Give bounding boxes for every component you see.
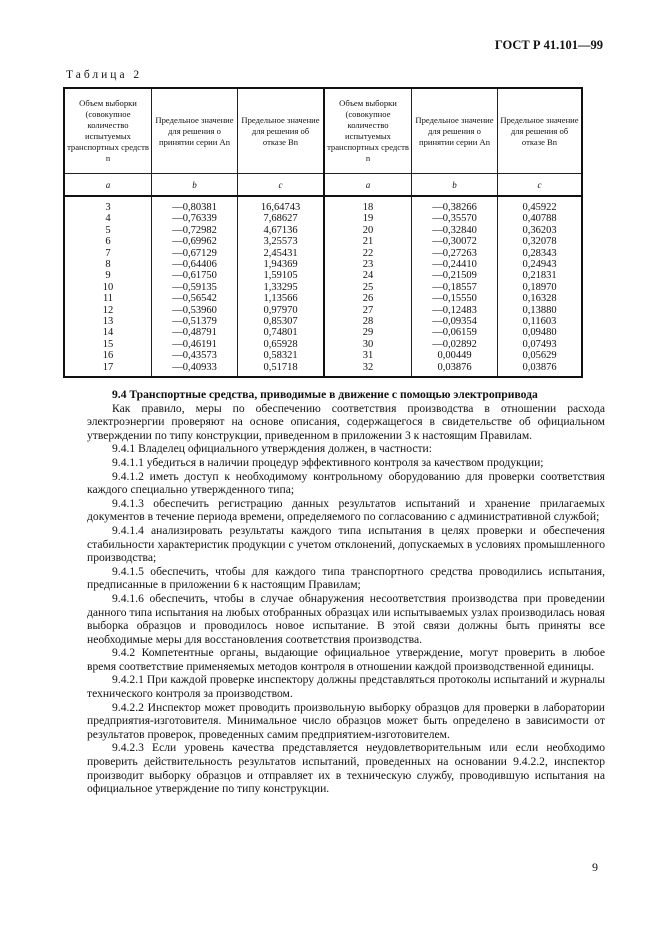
paragraph: 9.4.1 Владелец официального утверждения должен, в частности: (112, 442, 432, 456)
table-cell: 0,51718 (263, 361, 298, 373)
table-cell: 0,65928 (263, 338, 298, 350)
table-caption: Таблица 2 (66, 69, 143, 81)
table-cell: 3,25573 (263, 236, 298, 248)
table-cell: —0,02892 (432, 338, 477, 350)
paragraph: 9.4.2.3 Если уровень качества представляется неудовлетворительным или если необходимо проверить действительность результатов испытаний, проведенных на основании 9.4.2.2, инспектор производит выборку образцов и отправляет их в техническую службу, проводившую испытания на официальное утверждение по типу конструкции. (87, 741, 605, 796)
table-cell: 16,64743 (260, 202, 301, 213)
table-cell: 0,09480 (522, 327, 557, 339)
table-cell: —0,30072 (432, 236, 477, 248)
table-cell: 32 (362, 361, 374, 373)
header-accept-limit: Предельное значение для решения о принятии серии An (152, 88, 238, 174)
table-cell: 20 (362, 224, 374, 236)
table-cell: 31 (362, 350, 374, 362)
table-cell: —0,35570 (432, 213, 477, 225)
col-left-bn (238, 196, 325, 377)
col-right-n (324, 196, 412, 377)
table-cell: 28 (362, 316, 374, 328)
table-cell: —0,40933 (172, 361, 217, 373)
table-cell: 0,00449 (437, 350, 472, 362)
table-cell: —0,18557 (432, 281, 477, 293)
body-text (87, 388, 605, 796)
table-cell: 2,45431 (263, 247, 298, 259)
col-left-an (152, 196, 238, 377)
table-cell: 26 (362, 293, 374, 305)
column-letter: c (238, 174, 325, 197)
page-number: 9 (592, 860, 598, 874)
table-cell: 16 (102, 350, 114, 362)
table-cell: 7,68627 (263, 213, 298, 225)
paragraph: 9.4.2.2 Инспектор может проводить произвольную выборку образцов для проверки в лаборатории предприятия-изготовителя. Минимальное число образцов может быть определено в зависимости от результатов проверок, проведенных самим предприятием-изготовителем. (87, 700, 605, 741)
paragraph: 9.4.1.6 обеспечить, чтобы в случае обнаружения несоответствия производства при проведении данного типа испытания на любых отобранных образцах или испытываемых узлах производилась новая выборка образцов и проводилось новое испытание. В этой связи должны быть приняты все необходимые меры для восстановления соответствия производства. (87, 591, 605, 646)
table-cell: —0,27263 (432, 247, 477, 259)
table-cell: 1,59105 (263, 270, 298, 282)
table-data-row (64, 196, 582, 377)
paragraph: 9.4.1.5 обеспечить, чтобы для каждого типа транспортного средства проводились испытания, предписанные в приложении 6 к настоящим Правилам; (87, 564, 605, 592)
table-cell: —0,59135 (172, 281, 217, 293)
table-cell: 0,28343 (522, 247, 557, 259)
table-cell: 0,74801 (263, 327, 298, 339)
table-cell: 10 (102, 281, 114, 293)
table-cell: 0,21831 (522, 270, 557, 282)
table-cell: 27 (362, 304, 374, 316)
table-cell: 19 (362, 213, 374, 225)
header-accept-limit: Предельное значение для решения о принятии серии An (412, 88, 498, 174)
table-cell: —0,51379 (172, 316, 217, 328)
table-cell: 7 (105, 247, 111, 259)
table-cell: 0,45922 (522, 202, 557, 213)
column-letter: a (324, 174, 412, 197)
table-cell: 4 (105, 213, 111, 225)
table-cell: —0,53960 (172, 304, 217, 316)
table-cell: —0,80381 (172, 202, 217, 213)
table-cell: —0,06159 (432, 327, 477, 339)
table-cell: 1,33295 (263, 281, 298, 293)
header-sample-size: Объем выборки (совокупное количество испытуемых транспортных средств n (64, 88, 152, 174)
table-cell: 0,11603 (522, 316, 557, 328)
table-cell: 13 (102, 316, 114, 328)
table-cell: —0,46191 (172, 338, 217, 350)
table-cell: 22 (362, 247, 374, 259)
table-cell: 21 (362, 236, 374, 248)
table-cell: 6 (105, 236, 111, 248)
table-cell: —0,56542 (172, 293, 217, 305)
paragraph: 9.4.2 Компетентные органы, выдающие официальное утверждение, могут проверить в любое время соответствие применяемых методов контроля в отношении каждой производственной единицы. (87, 646, 605, 673)
table-cell: —0,32840 (432, 224, 477, 236)
table-cell: —0,21509 (432, 270, 477, 282)
paragraph: Как правило, меры по обеспечению соответствия производства в отношении расхода электроэнергии проверяют на основе описания, содержащегося в свидетельстве об официальном утверждении по типу конструкции, приведенном в приложении 3 к настоящим Правилам. (87, 401, 605, 442)
table-cell: 25 (362, 281, 374, 293)
paragraph: 9.4.2.1 При каждой проверке инспектору должны представляться протоколы испытаний и журналы технического контроля за производством. (87, 673, 605, 701)
table-cell: 12 (102, 304, 114, 316)
col-right-an (412, 196, 498, 377)
table-cell: 3 (105, 202, 111, 213)
table-cell: 0,58321 (263, 350, 298, 362)
table-cell: —0,67129 (172, 247, 217, 259)
col-right-bn (498, 196, 583, 377)
table-cell: 1,13566 (263, 293, 298, 305)
column-letter: b (152, 174, 238, 197)
col-left-n (64, 196, 152, 377)
table-cell: 0,97970 (263, 304, 298, 316)
paragraph: 9.4.1.2 иметь доступ к необходимому контрольному оборудованию для проверки соответствия каждого специально утвержденного типа; (87, 469, 605, 497)
document-header: ГОСТ Р 41.101—99 (494, 38, 603, 52)
table-cell: 0,85307 (263, 316, 298, 328)
column-letter: a (64, 174, 152, 197)
header-sample-size: Объем выборки (совокупное количество испытуемых транспортных средств n (324, 88, 412, 174)
table-cell: —0,38266 (432, 202, 477, 213)
table-cell: 0,03876 (437, 361, 472, 373)
table-cell: 8 (105, 259, 111, 271)
table-cell: —0,09354 (432, 316, 477, 328)
table-cell: —0,24410 (432, 259, 477, 271)
table-header-row (64, 88, 582, 174)
header-reject-limit: Предельное значение для решения об отказе Bn (238, 88, 325, 174)
table-cell: 0,16328 (522, 293, 557, 305)
table-cell: 23 (362, 259, 374, 271)
column-letter: b (412, 174, 498, 197)
paragraph: 9.4.1.4 анализировать результаты каждого типа испытания в целях проверки и обеспечения стабильности характеристик продукции с учетом отклонений, допускаемых в условиях промышленного производства; (87, 523, 605, 565)
table-cell: 0,07493 (522, 338, 557, 350)
column-letter: c (498, 174, 583, 197)
table-cell: 0,24943 (522, 259, 557, 271)
table-cell: 0,05629 (522, 350, 557, 362)
paragraph: 9.4.1.1 убедиться в наличии процедур эффективного контроля за качеством продукции; (112, 455, 544, 469)
paragraph: 9.4.1.3 обеспечить регистрацию данных результатов испытаний и хранение прилагаемых документов в течение периода времени, определяемого по согласованию с административной службой; (87, 496, 605, 524)
header-reject-limit: Предельное значение для решения об отказе Bn (498, 88, 583, 174)
table-cell: —0,48791 (172, 327, 217, 339)
table-cell: 0,18970 (522, 281, 557, 293)
table-cell: 0,32078 (522, 236, 557, 248)
table-cell: 15 (102, 338, 114, 350)
table-cell: —0,43573 (172, 350, 217, 362)
table-letter-row (64, 174, 582, 197)
table-cell: —0,64406 (172, 259, 217, 271)
table-cell: 18 (362, 202, 374, 213)
table-cell: 11 (102, 293, 114, 305)
table-cell: 0,40788 (522, 213, 557, 225)
table-cell: 17 (102, 361, 114, 373)
section-heading: 9.4 Транспортные средства, приводимые в движение с помощью электропривода (112, 388, 538, 401)
table-cell: 1,94369 (263, 259, 298, 271)
table-cell: 0,03876 (522, 361, 557, 373)
table-cell: 5 (105, 224, 111, 236)
table-cell: —0,76339 (172, 213, 217, 225)
table-cell: —0,72982 (172, 224, 217, 236)
table-cell: —0,69962 (172, 236, 217, 248)
table-cell: 0,36203 (522, 224, 557, 236)
table-cell: 4,67136 (263, 224, 298, 236)
table-cell: 24 (362, 270, 374, 282)
table-cell: 0,13880 (522, 304, 557, 316)
table-cell: 29 (362, 327, 374, 339)
table-cell: 30 (362, 338, 374, 350)
table-cell: 9 (105, 270, 111, 282)
table-cell: —0,15550 (432, 293, 477, 305)
limits-table (63, 87, 583, 378)
table-cell: —0,12483 (432, 304, 477, 316)
table-cell: 14 (102, 327, 114, 339)
table-cell: —0,61750 (172, 270, 217, 282)
